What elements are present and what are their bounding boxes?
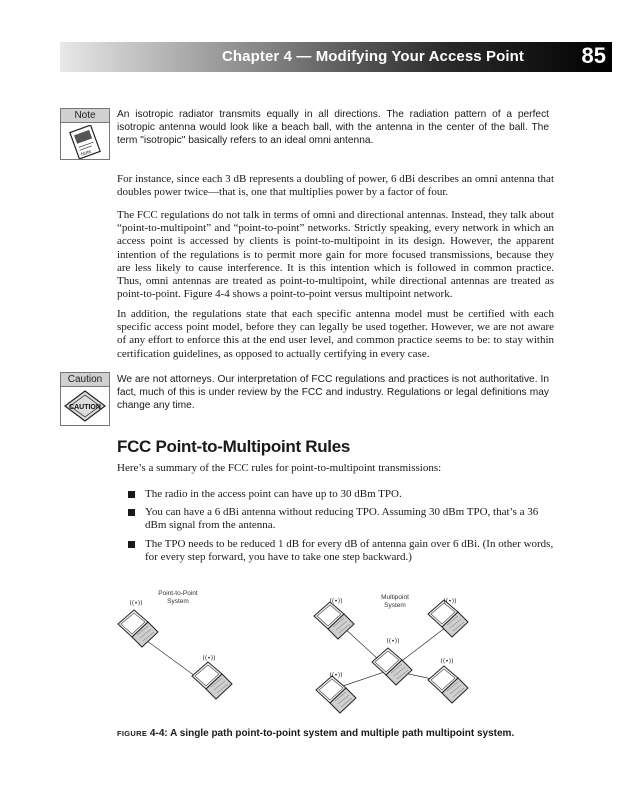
paragraph-fcc-regulations: The FCC regulations do not talk in terms of omni and directional antennas. Instead, they talk about “point-to-multipoint” and “point-to-point” networks. Strictly speaking, every network in which an access point is accessed by clients is point-to-multipoint in its design. However, the apparent intention of the regulations is to permit more gain for more focused transmissions, because they are less likely to cause interference. It is this intention which is followed in common practice. Thus, omni antennas are treated as point-to-multipoint, while directional antennas are treated as point-to-point. Figure 4-4 shows a point-to-point versus multipoint network.: [117, 209, 554, 301]
signal-icon: ((•)): [386, 638, 400, 645]
caution-text: We are not attorneys. Our interpretation of FCC regulations and practices is not authoritative. In fact, much of this is under review by the FCC and industry. Regulations or legal definitions may change any time.: [117, 374, 549, 411]
section-intro: Here’s a summary of the FCC rules for point-to-multipoint transmissions:: [117, 462, 442, 474]
caution-label: Caution: [61, 373, 109, 387]
note-text: An isotropic radiator transmits equally in all directions. The radiation pattern of a perfect isotropic antenna would look like a beach ball, with the antenna in the center of the ball. The term "isotropic" basically refers to an ideal omni antenna.: [117, 109, 549, 146]
note-paper-icon: [65, 125, 105, 159]
network-diagram-figure: [110, 586, 480, 726]
figure-caption-number: 4-4:: [149, 728, 168, 739]
chapter-title: Chapter 4 — Modifying Your Access Point: [221, 48, 524, 65]
caution-icon-box: [60, 372, 110, 426]
note-icon-box: [60, 108, 110, 160]
signal-icon: ((•)): [443, 598, 457, 605]
laptop-icon: [118, 610, 158, 647]
figure-caption-prefix: FIGURE: [117, 729, 148, 738]
laptop-icon: [314, 602, 354, 639]
paragraph-omni-gain: For instance, since each 3 dB represents a doubling of power, 6 dBi describes an omni antenna that doubles power twice—that is, one that multiplies power by a factor of four.: [117, 173, 554, 199]
list-item: You can have a 6 dBi antenna without reducing TPO. Assuming 30 dBm TPO, that’s a 36 dBm signal from the antenna.: [128, 506, 554, 532]
signal-icon: ((•)): [440, 658, 454, 665]
note-label: Note: [61, 109, 109, 123]
section-heading: FCC Point-to-Multipoint Rules: [117, 437, 351, 456]
signal-icon: ((•)): [329, 672, 343, 679]
signal-icon: ((•)): [202, 655, 216, 662]
page-number: 85: [581, 43, 606, 68]
point-to-point-label-line1: Point-to-Point: [158, 590, 198, 597]
paragraph-certification: In addition, the regulations state that each specific antenna model must be certified with each specific access point model, before they can legally be used together. However, we are not aware of any effort to enforce this at the end user level, and common practice seems to be: to stay within certification guidelines, as opposed to actually certifying in every case.: [117, 308, 554, 360]
signal-icon: ((•)): [129, 600, 143, 607]
figure-caption: [117, 728, 514, 739]
laptop-icon: [192, 662, 232, 699]
chapter-header-bar: [60, 42, 612, 72]
list-item: The radio in the access point can have up to 30 dBm TPO.: [128, 488, 554, 501]
multipoint-label-line1: Multipoint: [381, 594, 409, 601]
caution-icon-text: CAUTION: [69, 404, 101, 411]
caution-sign-icon: [63, 389, 107, 423]
note-icon-text: Note: [80, 148, 93, 158]
point-to-point-label-line2: System: [167, 598, 189, 605]
laptop-icon: [428, 666, 468, 703]
list-item: The TPO needs to be reduced 1 dB for every dB of antenna gain over 6 dBi. (In other words, for every step forward, you have to take one step backward.): [128, 538, 554, 564]
multipoint-label-line2: System: [384, 602, 406, 609]
laptop-icon: [428, 600, 468, 637]
signal-icon: ((•)): [329, 598, 343, 605]
fcc-rules-list: [128, 488, 554, 569]
laptop-icon: [316, 676, 356, 713]
laptop-icon: [372, 648, 412, 685]
figure-caption-text: A single path point-to-point system and multiple path multipoint system.: [170, 728, 515, 739]
